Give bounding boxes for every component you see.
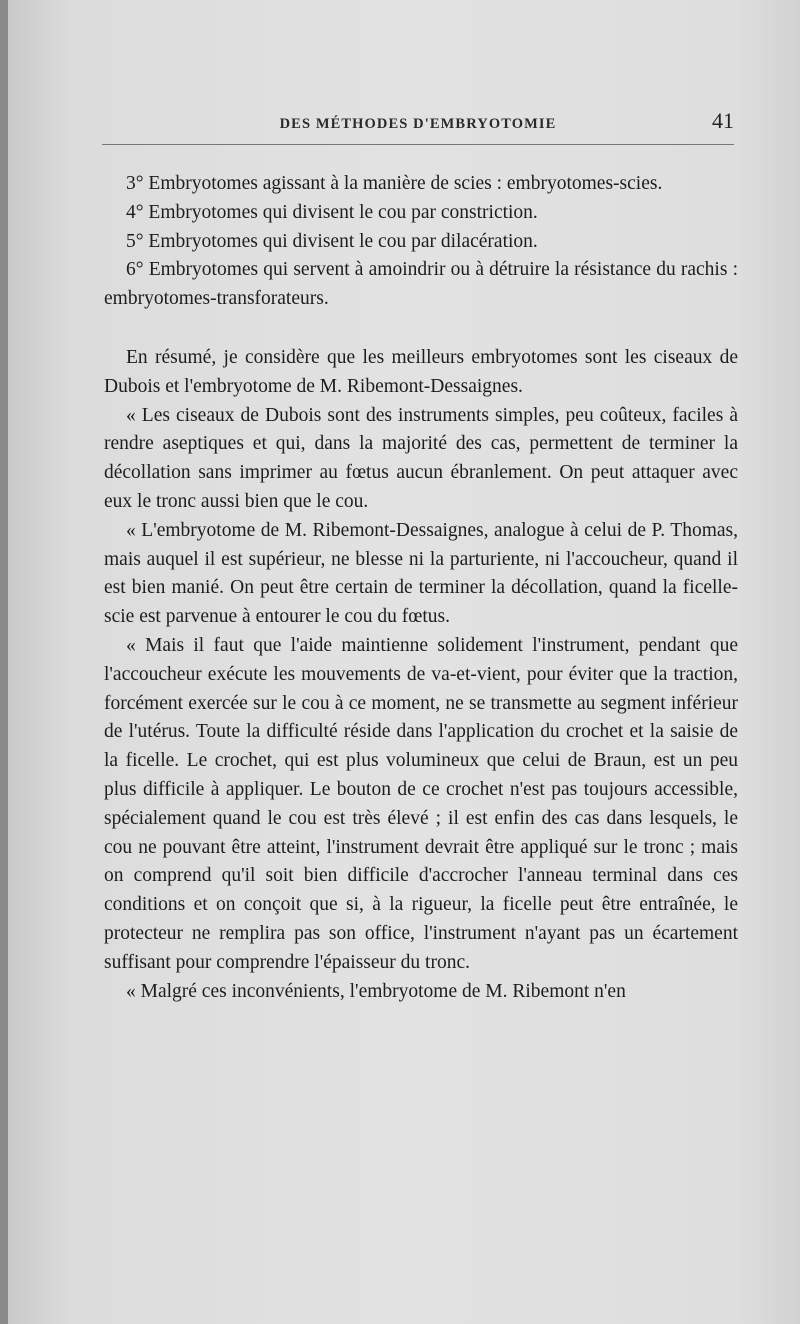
page-number: 41 [712,108,734,133]
paragraph-list-item-4: 4° Embryotomes qui divisent le cou par constriction. [126,201,538,223]
paragraph-quote-ribemont: « L'embryotome de M. Ribemont-Dessaignes, analogue à celui de P. Thomas, mais auquel il est supérieur, ne blesse ni la parturiente, ni l'accoucheur, quand il est bien manié. On peut être certain de terminer la décollation, quand la ficelle-scie est parvenue à entourer le cou du fœtus. [104,519,738,628]
paragraph-quote-dubois: « Les ciseaux de Dubois sont des instruments simples, peu coûteux, faciles à rendre aseptiques et qui, dans la majorité des cas, permettent de terminer la décollation sans imprimer au fœtus aucun ébranlement. On peut attaquer avec eux le tronc aussi bien que le cou. [104,404,738,512]
paragraph-quote-aide: « Mais il faut que l'aide maintienne solidement l'instrument, pendant que l'accoucheur exécute les mouvements de va-et-vient, pour éviter que la traction, forcément exercée sur le cou à ce moment, ne se transmette au segment inférieur de l'utérus. Toute la difficulté réside dans l'application du crochet et la saisie de la ficelle. Le crochet, qui est plus volumineux que celui de Braun, est un peu plus difficile à appliquer. Le bouton de ce crochet n'est pas toujours accessible, spécialement quand le cou est très élevé ; il est enfin des cas dans lesquels, le cou ne pouvant être atteint, l'instrument devrait être appliqué sur le tronc ; mais on comprend qu'il soit bien difficile d'accrocher l'anneau terminal dans ces conditions et on conçoit que si, à la rigueur, la ficelle peut être entraînée, le protecteur ne remplira pas son office, l'instrument n'ayant pas un écartement suffisant pour comprendre l'épaisseur du tronc. [104,634,738,973]
paragraph-list-item-3: 3° Embryotomes agissant à la manière de scies : embryotomes-scies. [126,173,663,194]
body-text [104,170,738,1006]
paragraph-list-item-6: 6° Embryotomes qui servent à amoindrir ou à détruire la résistance du rachis : embryotomes-transforateurs. [104,259,738,310]
paragraph-list-item-5: 5° Embryotomes qui divisent le cou par dilacération. [126,230,538,252]
paragraph-summary: En résumé, je considère que les meilleurs embryotomes sont les ciseaux de Dubois et l'embryotome de M. Ribemont-Dessaignes. [104,346,738,397]
page-header [102,108,734,145]
running-title: DES MÉTHODES D'EMBRYOTOMIE [279,116,557,132]
paragraph-quote-malgre: « Malgré ces inconvénients, l'embryotome de M. Ribemont n'en [126,980,626,1002]
book-page [8,0,800,1324]
